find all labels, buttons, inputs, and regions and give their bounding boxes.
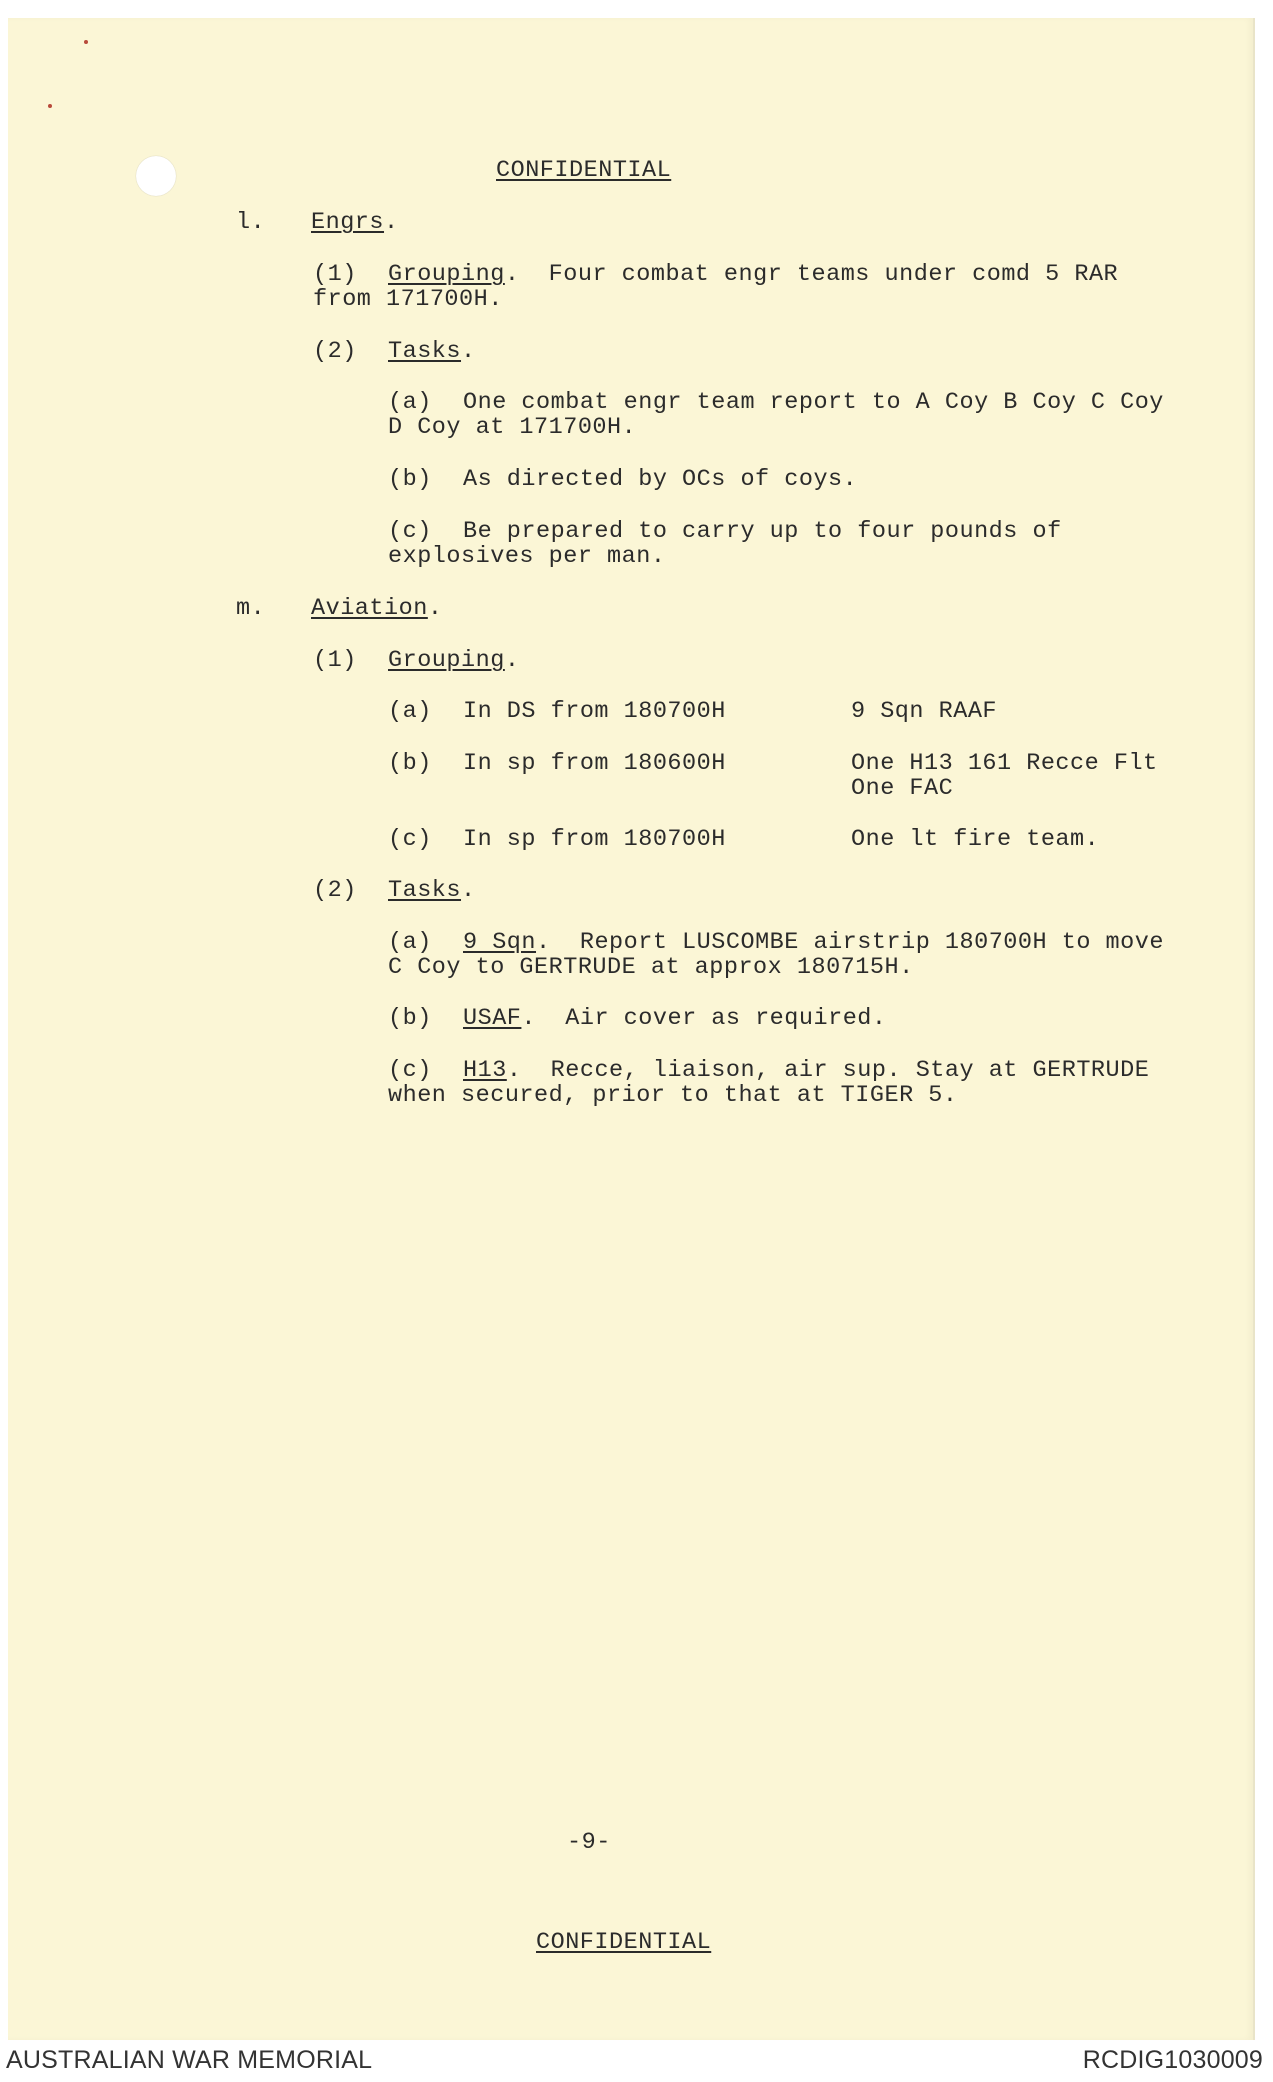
m-task-a-line2: C Coy to GERTRUDE at approx 180715H. [388, 954, 914, 981]
l-task-b-line1: As directed by OCs of coys. [463, 466, 858, 493]
archive-reference: RCDIG1030009 [1082, 2046, 1263, 2074]
m-task-a-suffix: . [536, 929, 551, 956]
m-grouping-label-suffix: . [504, 647, 520, 674]
m-group-c-unit: One lt fire team. [851, 826, 1100, 853]
l-tasks-label: Tasks [388, 338, 462, 365]
l-task-a-letter: (a) [388, 389, 432, 416]
l-task-c-line2: explosives per man. [388, 543, 666, 570]
section-m-number: m. [236, 595, 266, 622]
m-group-b-text: In sp from 180600H [463, 750, 726, 777]
m-task-b-label: USAF [463, 1005, 522, 1032]
m-tasks-number: (2) [313, 877, 357, 904]
m-group-b-letter: (b) [388, 750, 432, 777]
l-grouping-text-line2: from 171700H. [313, 286, 503, 313]
l-task-c-letter: (c) [388, 518, 432, 545]
l-grouping-label-suffix: . [504, 261, 520, 288]
m-task-c-letter: (c) [388, 1057, 432, 1084]
m-grouping-heading [388, 648, 519, 673]
m-group-a-unit: 9 Sqn RAAF [851, 698, 998, 725]
m-group-a-letter: (a) [388, 698, 432, 725]
m-group-c-letter: (c) [388, 826, 432, 853]
header-confidential: CONFIDENTIAL [496, 157, 672, 184]
m-task-b-letter: (b) [388, 1005, 432, 1032]
m-group-b-unit-line1: One H13 161 Recce Flt [851, 750, 1158, 777]
m-tasks-label-suffix: . [461, 877, 476, 904]
m-task-c-suffix: . [506, 1057, 522, 1084]
m-task-b-suffix: . [521, 1005, 537, 1032]
document-page [8, 18, 1255, 2040]
m-group-c-text: In sp from 180700H [463, 826, 726, 853]
m-task-c-label: H13 [463, 1057, 507, 1084]
l-task-a-line2: D Coy at 171700H. [388, 414, 637, 441]
section-l-number: l. [236, 209, 266, 236]
m-tasks-heading [388, 878, 476, 903]
m-task-c-line1 [463, 1058, 1149, 1083]
l-task-b-letter: (b) [388, 466, 432, 493]
l-tasks-label-suffix: . [461, 338, 476, 365]
m-task-b-text: Air cover as required. [565, 1005, 887, 1032]
m-group-b-unit-line2: One FAC [851, 775, 954, 802]
l-tasks-number: (2) [313, 338, 357, 365]
l-grouping-number: (1) [313, 261, 357, 288]
m-task-b-line1 [463, 1006, 887, 1031]
m-task-a-line1 [463, 930, 1164, 955]
m-task-c-line2: when secured, prior to that at TIGER 5. [388, 1082, 958, 1109]
section-m-title-suffix: . [427, 595, 443, 622]
l-task-c-line1: Be prepared to carry up to four pounds of [463, 518, 1062, 545]
archive-credit: AUSTRALIAN WAR MEMORIAL [6, 2046, 373, 2074]
section-m-title: Aviation [311, 595, 428, 622]
m-task-a-letter: (a) [388, 929, 432, 956]
section-m-heading [311, 596, 442, 621]
footer-confidential: CONFIDENTIAL [536, 1929, 712, 1956]
page-number: -9- [567, 1829, 611, 1856]
section-l-title: Engrs [311, 209, 385, 236]
l-grouping-text: Four combat engr teams under comd 5 RAR [548, 261, 1119, 288]
l-tasks-heading [388, 339, 476, 364]
m-tasks-label: Tasks [388, 877, 462, 904]
paper-fleck [48, 104, 52, 108]
l-task-a-line1: One combat engr team report to A Coy B Coy C Coy [463, 389, 1164, 416]
m-grouping-number: (1) [313, 647, 357, 674]
section-l-title-suffix: . [384, 209, 399, 236]
m-task-c-text: Recce, liaison, air sup. Stay at GERTRUDE [550, 1057, 1150, 1084]
l-grouping-label: Grouping [388, 261, 505, 288]
l-grouping-line [388, 262, 1118, 287]
m-task-a-label: 9 Sqn [463, 929, 537, 956]
punch-hole [136, 156, 176, 196]
m-grouping-label: Grouping [388, 647, 505, 674]
m-task-a-text: Report LUSCOMBE airstrip 180700H to move [579, 929, 1164, 956]
m-group-a-text: In DS from 180700H [463, 698, 726, 725]
paper-fleck [84, 40, 88, 44]
section-l-heading [311, 210, 399, 235]
